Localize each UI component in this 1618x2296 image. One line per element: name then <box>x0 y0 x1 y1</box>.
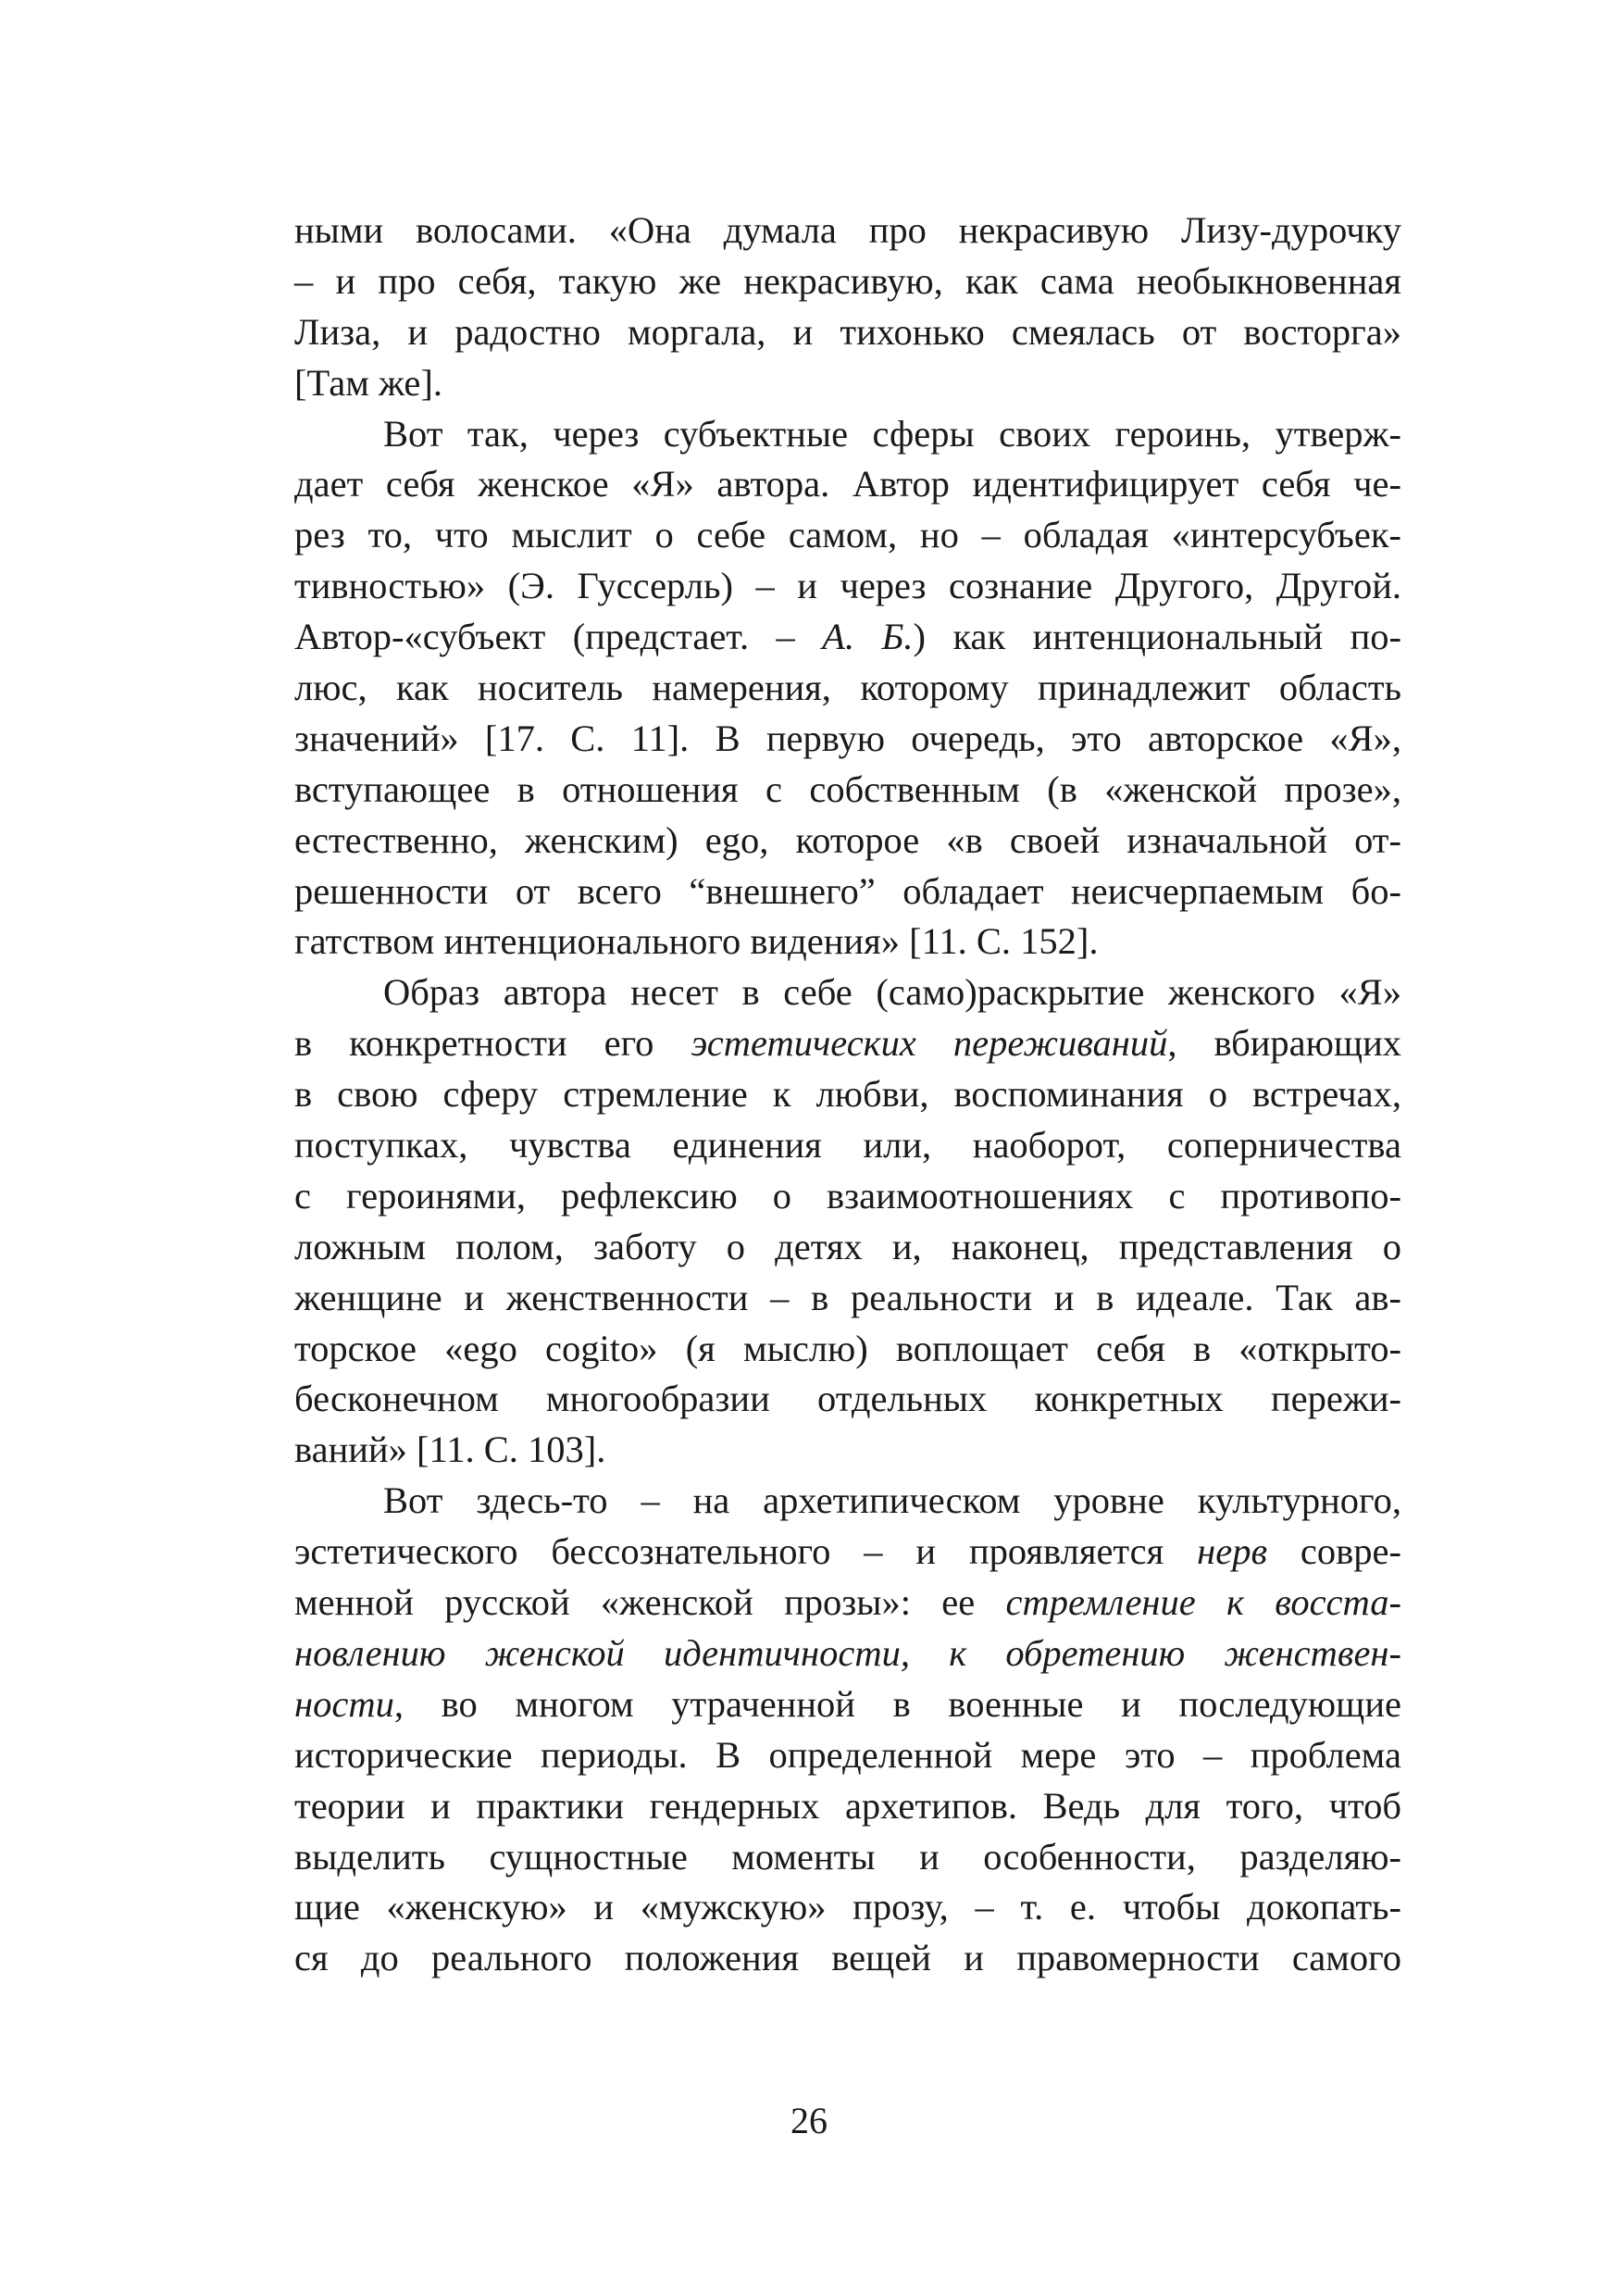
text-segment: [Там же]. <box>294 361 442 404</box>
text-line <box>294 816 1401 867</box>
text-line <box>294 765 1401 816</box>
text-line <box>294 358 1401 409</box>
text-line <box>294 967 1401 1018</box>
text-segment: естественно, женским) ego, которое «в своей изначальной от- <box>294 818 1401 861</box>
text-line <box>294 714 1401 765</box>
text-segment: тивностью» (Э. Гуссерль) – и через сознание Другого, Другой. <box>294 565 1401 607</box>
text-line <box>294 409 1401 460</box>
text-segment: , вбирающих <box>1167 1022 1401 1065</box>
text-line <box>294 1882 1401 1933</box>
text-line <box>294 1069 1401 1120</box>
text-segment: решенности от всего “внешнего” обладает неисчерпаемым бо- <box>294 869 1401 912</box>
text-line <box>294 1018 1401 1069</box>
text-line <box>294 1171 1401 1222</box>
text-segment: щие «женскую» и «мужскую» прозу, – т. е. чтобы докопать- <box>294 1886 1401 1928</box>
text-line <box>294 1222 1401 1273</box>
italic-text-segment: эстетических переживаний <box>691 1022 1168 1065</box>
text-segment: в свою сферу стремление к любви, воспоминания о встречах, <box>294 1073 1401 1116</box>
text-line <box>294 663 1401 714</box>
text-segment: совре- <box>1267 1530 1401 1573</box>
text-segment: – и про себя, такую же некрасивую, как сама необыкновенная <box>294 259 1401 302</box>
text-line <box>294 917 1401 967</box>
text-segment: Образ автора несет в себе (само)раскрытие женского «Я» <box>383 971 1401 1014</box>
text-segment: люс, как носитель намерения, которому принадлежит область <box>294 667 1401 709</box>
text-line <box>294 1120 1401 1171</box>
text-segment: Вот так, через субъектные сферы своих героинь, утверж- <box>383 412 1401 455</box>
text-line <box>294 1476 1401 1527</box>
text-line <box>294 561 1401 612</box>
text-segment: исторические периоды. В определенной мере это – проблема <box>294 1733 1401 1776</box>
text-segment: теории и практики гендерных архетипов. Ведь для того, чтоб <box>294 1784 1401 1827</box>
text-segment: бесконечном многообразии отдельных конкретных пережи- <box>294 1378 1401 1420</box>
text-segment: менной русской «женской прозы»: ее <box>294 1581 1006 1624</box>
text-line <box>294 1832 1401 1883</box>
text-line <box>294 612 1401 663</box>
text-segment: ложным полом, заботу о детях и, наконец, представления о <box>294 1225 1401 1267</box>
text-segment: с героинями, рефлексию о взаимоотношениях с противопо- <box>294 1174 1401 1217</box>
text-line <box>294 1679 1401 1730</box>
text-segment: вступающее в отношения с собственным (в «женской прозе», <box>294 767 1401 810</box>
text-segment: эстетического бессознательного – и проявляется <box>294 1530 1198 1573</box>
italic-text-segment: стремление к восста- <box>1005 1581 1402 1624</box>
text-line <box>294 510 1401 561</box>
text-segment: гатством интенционального видения» [11. С. 152]. <box>294 920 1099 963</box>
text-segment: ными волосами. «Она думала про некрасивую Лизу-дурочку <box>294 209 1401 251</box>
text-segment: поступках, чувства единения или, наоборот, соперничества <box>294 1124 1401 1167</box>
text-line <box>294 1273 1401 1324</box>
text-line <box>294 1628 1401 1679</box>
text-segment: Вот здесь-то – на архетипическом уровне культурного, <box>383 1479 1401 1522</box>
text-line <box>294 1425 1401 1476</box>
text-segment: значений» [17. С. 11]. В первую очередь, это авторское «Я», <box>294 717 1401 759</box>
page-number: 26 <box>790 2100 828 2141</box>
text-line <box>294 1374 1401 1425</box>
italic-text-segment: А. Б. <box>822 616 914 658</box>
text-segment: выделить сущностные моменты и особенности, разделяю- <box>294 1835 1401 1878</box>
text-line <box>294 1578 1401 1628</box>
text-line <box>294 1730 1401 1781</box>
text-segment: Автор-«субъект (предстает. – <box>294 616 823 658</box>
text-line <box>294 1527 1401 1578</box>
text-line <box>294 1933 1401 1984</box>
text-line <box>294 1324 1401 1375</box>
italic-text-segment: нерв <box>1197 1530 1268 1573</box>
text-segment: в конкретности его <box>294 1022 691 1065</box>
text-line <box>294 459 1401 510</box>
text-segment: ваний» [11. С. 103]. <box>294 1429 606 1471</box>
text-segment: торское «ego cogito» (я мыслю) воплощает себя в «открыто- <box>294 1327 1401 1369</box>
text-line <box>294 867 1401 917</box>
italic-text-segment: ности <box>294 1682 394 1725</box>
text-line <box>294 1781 1401 1832</box>
text-segment: , во многом утраченной в военные и последующие <box>393 1682 1401 1725</box>
text-line <box>294 307 1401 358</box>
body-text <box>294 206 1401 1984</box>
text-segment: рез то, что мыслит о себе самом, но – обладая «интерсубъек- <box>294 514 1401 556</box>
italic-text-segment: новлению женской идентичности, к обретению женствен- <box>294 1631 1401 1674</box>
text-segment: ) как интенциональный по- <box>913 616 1401 658</box>
text-line <box>294 206 1401 256</box>
text-segment: женщине и женственности – в реальности и в идеале. Так ав- <box>294 1276 1401 1318</box>
text-segment: дает себя женское «Я» автора. Автор идентифицирует себя че- <box>294 463 1401 505</box>
text-segment: ся до реального положения вещей и правомерности самого <box>294 1937 1401 1979</box>
text-segment: Лиза, и радостно моргала, и тихонько смеялась от восторга» <box>294 310 1401 353</box>
text-line <box>294 256 1401 307</box>
